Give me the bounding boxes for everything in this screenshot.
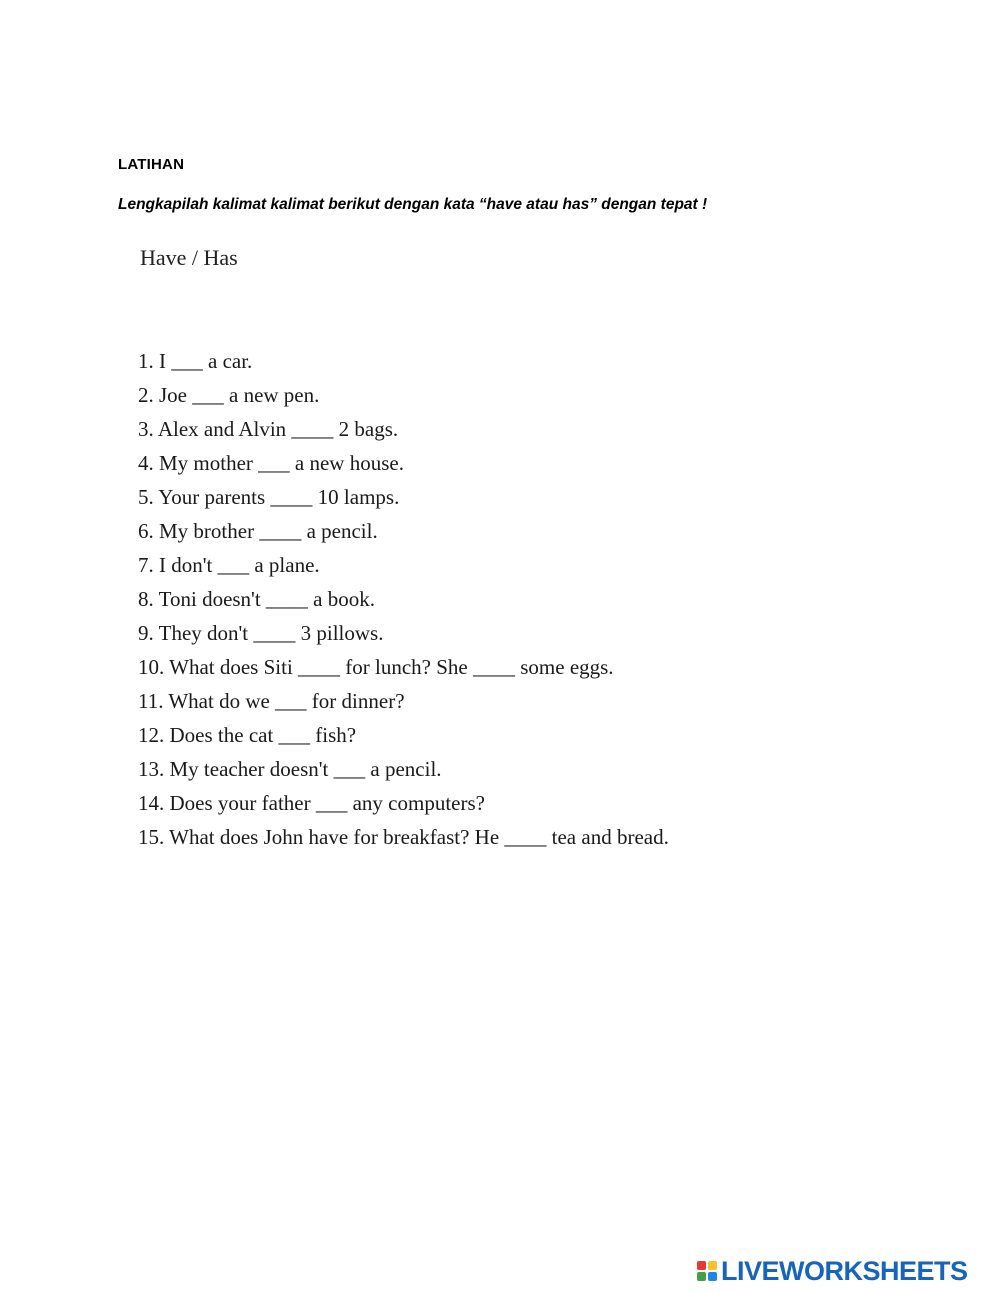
question-item: 9. They don't ____ 3 pillows. (138, 621, 384, 645)
worksheet-instruction: Lengkapilah kalimat kalimat berikut dengan kata “have atau has” dengan tepat ! (118, 196, 708, 213)
question-item: 15. What does John have for breakfast? He ____ tea and bread. (138, 825, 669, 849)
question-item: 10. What does Siti ____ for lunch? She ____ some eggs. (138, 655, 614, 679)
worksheet-subtitle: Have / Has (140, 245, 238, 270)
question-item: 4. My mother ___ a new house. (138, 451, 404, 475)
liveworksheets-logo-text: LIVEWORKSHEETS (721, 1255, 968, 1286)
question-item: 8. Toni doesn't ____ a book. (138, 587, 375, 611)
liveworksheets-logo (697, 1256, 968, 1286)
question-item: 2. Joe ___ a new pen. (138, 383, 320, 407)
question-item: 3. Alex and Alvin ____ 2 bags. (138, 417, 399, 441)
logo-square-blue (708, 1272, 717, 1281)
question-item: 14. Does your father ___ any computers? (138, 791, 485, 815)
liveworksheets-logo-icon (697, 1261, 717, 1281)
logo-square-green (697, 1272, 706, 1281)
logo-square-yellow (708, 1261, 717, 1270)
worksheet-heading: LATIHAN (118, 156, 185, 173)
question-item: 5. Your parents ____ 10 lamps. (138, 485, 400, 509)
logo-square-red (697, 1261, 706, 1270)
question-item: 1. I ___ a car. (138, 349, 253, 373)
question-item: 7. I don't ___ a plane. (138, 553, 320, 577)
question-item: 11. What do we ___ for dinner? (138, 689, 405, 713)
question-item: 13. My teacher doesn't ___ a pencil. (138, 757, 442, 781)
question-item: 12. Does the cat ___ fish? (138, 723, 357, 747)
question-item: 6. My brother ____ a pencil. (138, 519, 378, 543)
question-list (138, 344, 669, 854)
